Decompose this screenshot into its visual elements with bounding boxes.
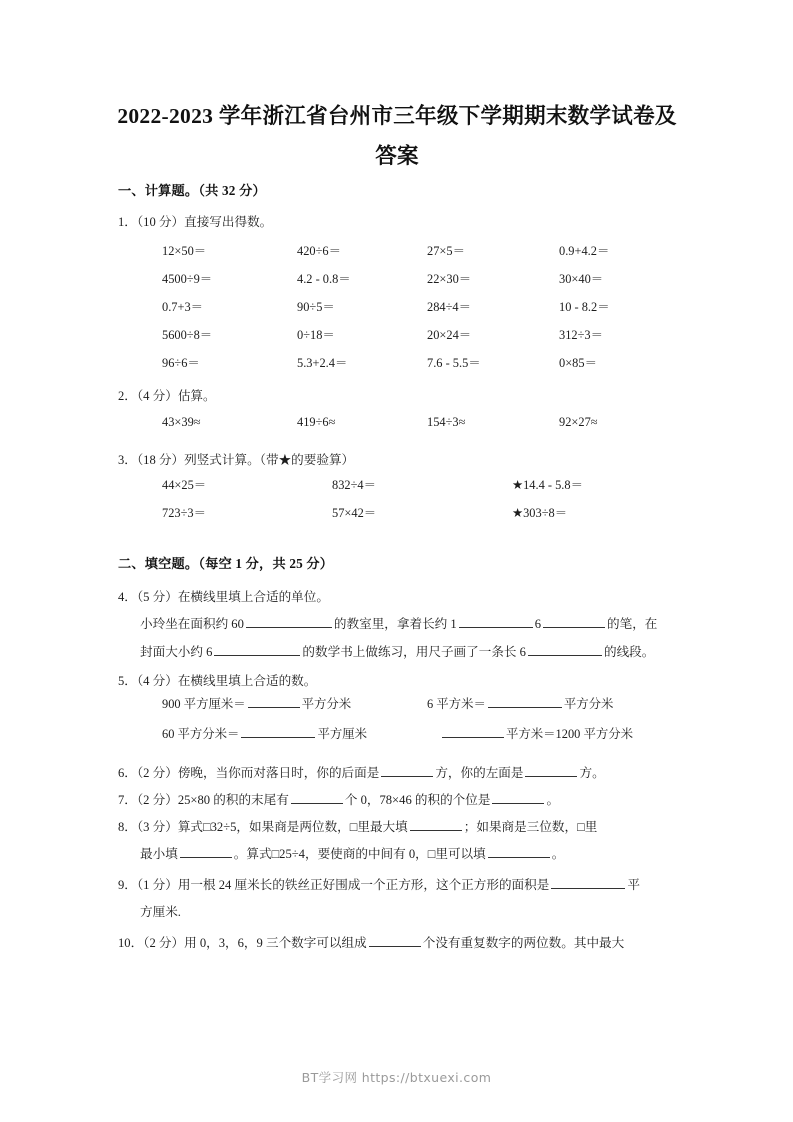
answer-blank[interactable]	[246, 614, 332, 628]
section-heading-2: 二、填空题。（每空 1 分，共 25 分）	[118, 556, 334, 571]
unit-conversion	[427, 694, 613, 712]
answer-blank[interactable]	[442, 724, 504, 738]
text-fragment: 。	[551, 847, 565, 861]
expression: 90÷5＝	[297, 300, 335, 314]
question-5-prompt: 5．（4 分）在横线里填上合适的数。	[118, 674, 317, 688]
expression: 57×42＝	[332, 506, 377, 520]
text-fragment: 。算式□25÷4，要使商的中间有 0，□里可以填	[233, 847, 486, 861]
question-3-prompt: 3．（18 分）列竖式计算。（带★的要验算）	[118, 453, 355, 467]
text-fragment: 个没有重复数字的两位数。其中最大	[422, 936, 625, 950]
text-fragment: 个 0，78×46 的积的个位是	[344, 793, 491, 807]
answer-blank[interactable]	[492, 790, 544, 804]
answer-blank[interactable]	[488, 694, 562, 708]
answer-blank[interactable]	[241, 724, 315, 738]
expression: 0÷18＝	[297, 328, 335, 342]
section-heading-1: 一、计算题。（共 32 分）	[118, 183, 266, 198]
expression: 92×27≈	[559, 415, 598, 429]
answer-blank[interactable]	[214, 642, 300, 656]
expression: 5600÷8＝	[162, 328, 213, 342]
text-fragment: 平方分米	[301, 697, 352, 711]
answer-blank[interactable]	[488, 844, 550, 858]
text-fragment: 6 平方米＝	[427, 697, 486, 711]
answer-blank[interactable]	[459, 614, 533, 628]
expression: 43×39≈	[162, 415, 201, 429]
answer-blank[interactable]	[291, 790, 343, 804]
exam-body	[118, 180, 684, 957]
table-row	[140, 325, 684, 353]
expression: 420÷6＝	[297, 244, 341, 258]
expression: ★14.4 - 5.8＝	[512, 478, 583, 492]
text-fragment: 。	[546, 793, 560, 807]
question-2-prompt: 2．（4 分）估算。	[118, 389, 216, 403]
answer-blank[interactable]	[525, 763, 577, 777]
text-fragment: 方厘米.	[140, 905, 181, 919]
expression: 4.2 - 0.8＝	[297, 272, 351, 286]
table-row	[140, 415, 684, 443]
question-4-line-1	[118, 610, 684, 638]
text-fragment: 7．（2 分）25×80 的积的末尾有	[118, 793, 289, 807]
question-3-grid	[118, 475, 684, 531]
question-2-grid	[118, 415, 684, 443]
expression: 312÷3＝	[559, 328, 603, 342]
expression: 284÷4＝	[427, 300, 471, 314]
table-row	[140, 269, 684, 297]
expression: 10 - 8.2＝	[559, 300, 610, 314]
text-fragment: 平	[627, 878, 640, 892]
expression: 12×50＝	[162, 244, 207, 258]
question-5-grid	[118, 694, 684, 754]
table-row	[140, 475, 684, 503]
question-9-line-2	[118, 899, 684, 926]
text-fragment: 最小填	[140, 847, 178, 861]
text-fragment: 6．（2 分）傍晚，当你而对落日时，你的后面是	[118, 766, 380, 780]
expression: 22×30＝	[427, 272, 472, 286]
question-4-prompt: 4．（5 分）在横线里填上合适的单位。	[118, 590, 329, 604]
text-fragment: 的笔，在	[607, 617, 658, 631]
text-fragment: 900 平方厘米＝	[162, 697, 246, 711]
text-fragment: 的线段。	[603, 645, 655, 659]
question-9-line-1	[118, 872, 684, 899]
expression: 4500÷9＝	[162, 272, 213, 286]
text-fragment: 的教室里，拿着长约 1	[333, 617, 457, 631]
text-fragment: 10．（2 分）用 0，3，6，9 三个数字可以组成	[118, 936, 367, 950]
table-row	[140, 297, 684, 325]
answer-blank[interactable]	[180, 844, 232, 858]
expression: 27×5＝	[427, 244, 465, 258]
question-4-line-2	[118, 638, 684, 666]
text-fragment: 平方分米	[563, 697, 614, 711]
question-1-grid	[118, 241, 684, 381]
table-row	[140, 694, 684, 724]
text-fragment: 6	[534, 617, 541, 631]
table-row	[140, 241, 684, 269]
expression: 30×40＝	[559, 272, 604, 286]
text-fragment: 8．（3 分）算式□32÷5，如果商是两位数，□里最大填	[118, 820, 408, 834]
answer-blank[interactable]	[543, 614, 605, 628]
expression: 5.3+2.4＝	[297, 356, 348, 370]
expression: 20×24＝	[427, 328, 472, 342]
answer-blank[interactable]	[369, 933, 421, 947]
footer-watermark: BT学习网 https://btxuexi.com	[301, 1070, 492, 1085]
table-row	[140, 724, 684, 754]
expression: 832÷4＝	[332, 478, 376, 492]
table-row	[140, 503, 684, 531]
expression: 7.6 - 5.5＝	[427, 356, 481, 370]
text-fragment: ；如果商是三位数，□里	[463, 820, 598, 834]
expression: 96÷6＝	[162, 356, 200, 370]
question-6	[118, 760, 684, 787]
text-fragment: 60 平方分米＝	[162, 727, 240, 741]
text-fragment: 的数学书上做练习，用尺子画了一条长 6	[302, 645, 526, 659]
expression: 0.7+3＝	[162, 300, 204, 314]
text-fragment: 平方米＝1200 平方分米	[506, 727, 634, 741]
unit-conversion	[440, 724, 633, 742]
text-fragment: 小玲坐在面积约 60	[140, 617, 244, 631]
answer-blank[interactable]	[381, 763, 433, 777]
question-8-line-2	[118, 841, 684, 868]
expression: 154÷3≈	[427, 415, 466, 429]
question-10	[118, 930, 684, 957]
expression: 419÷6≈	[297, 415, 336, 429]
question-1-prompt: 1．（10 分）直接写出得数。	[118, 215, 273, 229]
unit-conversion	[162, 724, 367, 742]
expression: 44×25＝	[162, 478, 207, 492]
expression: 0.9+4.2＝	[559, 244, 610, 258]
expression: 0×85＝	[559, 356, 597, 370]
text-fragment: 封面大小约 6	[140, 645, 213, 659]
expression: ★303÷8＝	[512, 506, 568, 520]
question-7	[118, 787, 684, 814]
text-fragment: 方。	[579, 766, 605, 780]
answer-blank[interactable]	[248, 694, 300, 708]
answer-blank[interactable]	[528, 642, 602, 656]
page-title: 2022-2023 学年浙江省台州市三年级下学期期末数学试卷及答案	[117, 104, 677, 168]
question-8-line-1	[118, 814, 684, 841]
text-fragment: 平方厘米	[317, 727, 368, 741]
unit-conversion	[162, 694, 351, 712]
table-row	[140, 353, 684, 381]
text-fragment: 方，你的左面是	[435, 766, 524, 780]
answer-blank[interactable]	[551, 875, 625, 889]
answer-blank[interactable]	[410, 817, 462, 831]
expression: 723÷3＝	[162, 506, 206, 520]
text-fragment: 9．（1 分）用一根 24 厘米长的铁丝正好围成一个正方形，这个正方形的面积是	[118, 878, 550, 892]
